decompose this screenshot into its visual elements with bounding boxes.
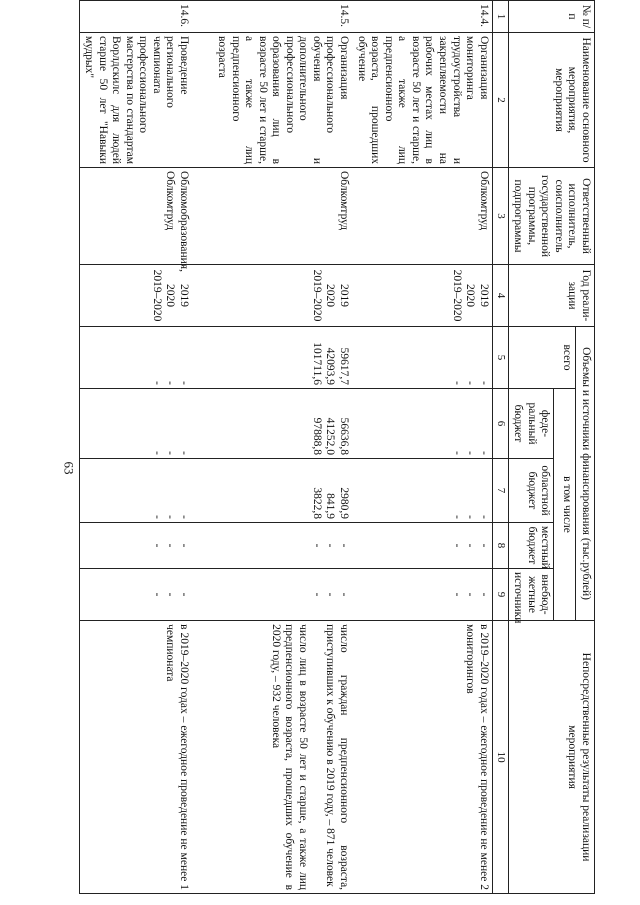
responsible-executor: Облкомтруд bbox=[192, 168, 352, 265]
responsible-executor: Облкомобразования, Облкомтруд bbox=[79, 168, 192, 265]
result-text: в 2019–2020 годах – ежегодное проведение не менее 1 чемпионата bbox=[164, 624, 191, 891]
responsible-executor: Облкомтруд bbox=[352, 168, 492, 265]
implementation-years: 2019 2020 2019–2020 bbox=[352, 265, 492, 327]
column-number: 5 bbox=[492, 327, 508, 389]
program-table bbox=[79, 0, 595, 894]
funding-local: - - - bbox=[352, 523, 492, 569]
column-number: 2 bbox=[492, 33, 508, 168]
result-text: в 2019–2020 годах – ежегодное проведение не менее 2 мониторингов bbox=[464, 624, 490, 891]
funding-regional: - - - bbox=[352, 459, 492, 523]
header-total: всего bbox=[508, 327, 576, 389]
column-number: 8 bbox=[492, 523, 508, 569]
funding-federal: - - - bbox=[79, 389, 192, 459]
implementation-years: 2019 2020 2019–2020 bbox=[192, 265, 352, 327]
row-number: 14.6. bbox=[79, 1, 192, 33]
header-including: в том числе bbox=[554, 389, 576, 621]
funding-regional: 2980,9 841,9 3822,8 bbox=[192, 459, 352, 523]
header-regional: областной бюджет bbox=[508, 459, 554, 523]
row-number: 14.4. bbox=[352, 1, 492, 33]
table-row bbox=[352, 1, 492, 894]
header-responsible: Ответственный исполнитель, соисполнитель государственной программы, подпрограммы bbox=[508, 168, 594, 265]
funding-extrabudget: - - - bbox=[352, 569, 492, 621]
funding-extrabudget: - - - bbox=[79, 569, 192, 621]
funding-federal: 56636,8 41252,0 97888,8 bbox=[192, 389, 352, 459]
header-extrabudget: внебюд-жетные источники bbox=[508, 569, 554, 621]
funding-local: - - - bbox=[192, 523, 352, 569]
funding-total: 59617,7 42093,9 101711,6 bbox=[192, 327, 352, 389]
result-text: число лиц в возрасте 50 лет и старше, а также лиц предпенсионного возраста, прошедших обучение в 2020 году, – 932 человека bbox=[269, 624, 309, 891]
table-row bbox=[192, 1, 352, 894]
measure-result bbox=[79, 621, 192, 894]
rotated-page-content bbox=[83, 0, 595, 905]
column-number-row bbox=[492, 1, 508, 894]
header-name: Наименование основного мероприятия, мероприятия bbox=[508, 33, 594, 168]
funding-federal: - - - bbox=[352, 389, 492, 459]
measure-name: Организация профессионального обучения и дополнительного профессионального образования лиц в возрасте 50 лет и старше, а также лиц предпенсионного возраста bbox=[192, 33, 352, 168]
column-number: 9 bbox=[492, 569, 508, 621]
header-local: местный бюджет bbox=[508, 523, 554, 569]
column-number: 6 bbox=[492, 389, 508, 459]
header-funding: Объемы и источники финансирования (тыс.рублей) bbox=[576, 327, 595, 621]
column-number: 7 bbox=[492, 459, 508, 523]
measure-result bbox=[192, 621, 352, 894]
funding-total: - - - bbox=[352, 327, 492, 389]
column-number: 1 bbox=[492, 1, 508, 33]
column-number: 3 bbox=[492, 168, 508, 265]
header-federal: феде-ральный бюджет bbox=[508, 389, 554, 459]
funding-extrabudget: - - - bbox=[192, 569, 352, 621]
result-text: число граждан предпенсионного возраста, приступивших к обучению в 2019 году, – 871 человек bbox=[324, 624, 351, 891]
measure-result bbox=[352, 621, 492, 894]
header-result: Непосредственные результаты реализации мероприятия bbox=[508, 621, 594, 894]
funding-total: - - - bbox=[79, 327, 192, 389]
column-number: 4 bbox=[492, 265, 508, 327]
implementation-years: 2019 2020 2019–2020 bbox=[79, 265, 192, 327]
column-number: 10 bbox=[492, 621, 508, 894]
measure-name: Проведение регионального чемпионата профессионального мастерства по стандартам Ворлдскилс для людей старше 50 лет "Навыки мудрых" bbox=[79, 33, 192, 168]
page-number: 63 bbox=[61, 461, 77, 475]
row-number: 14.5. bbox=[192, 1, 352, 33]
funding-regional: - - - bbox=[79, 459, 192, 523]
header-no: № п/п bbox=[508, 1, 594, 33]
measure-name: Организация мониторинга трудоустройства и закрепляемости на рабочих местах лиц в возрасте 50 лет и старше, а также лиц предпенсионного возраста, прошедших обучение bbox=[352, 33, 492, 168]
funding-local: - - - bbox=[79, 523, 192, 569]
table-row bbox=[79, 1, 192, 894]
header-year: Год реали-зации bbox=[508, 265, 594, 327]
